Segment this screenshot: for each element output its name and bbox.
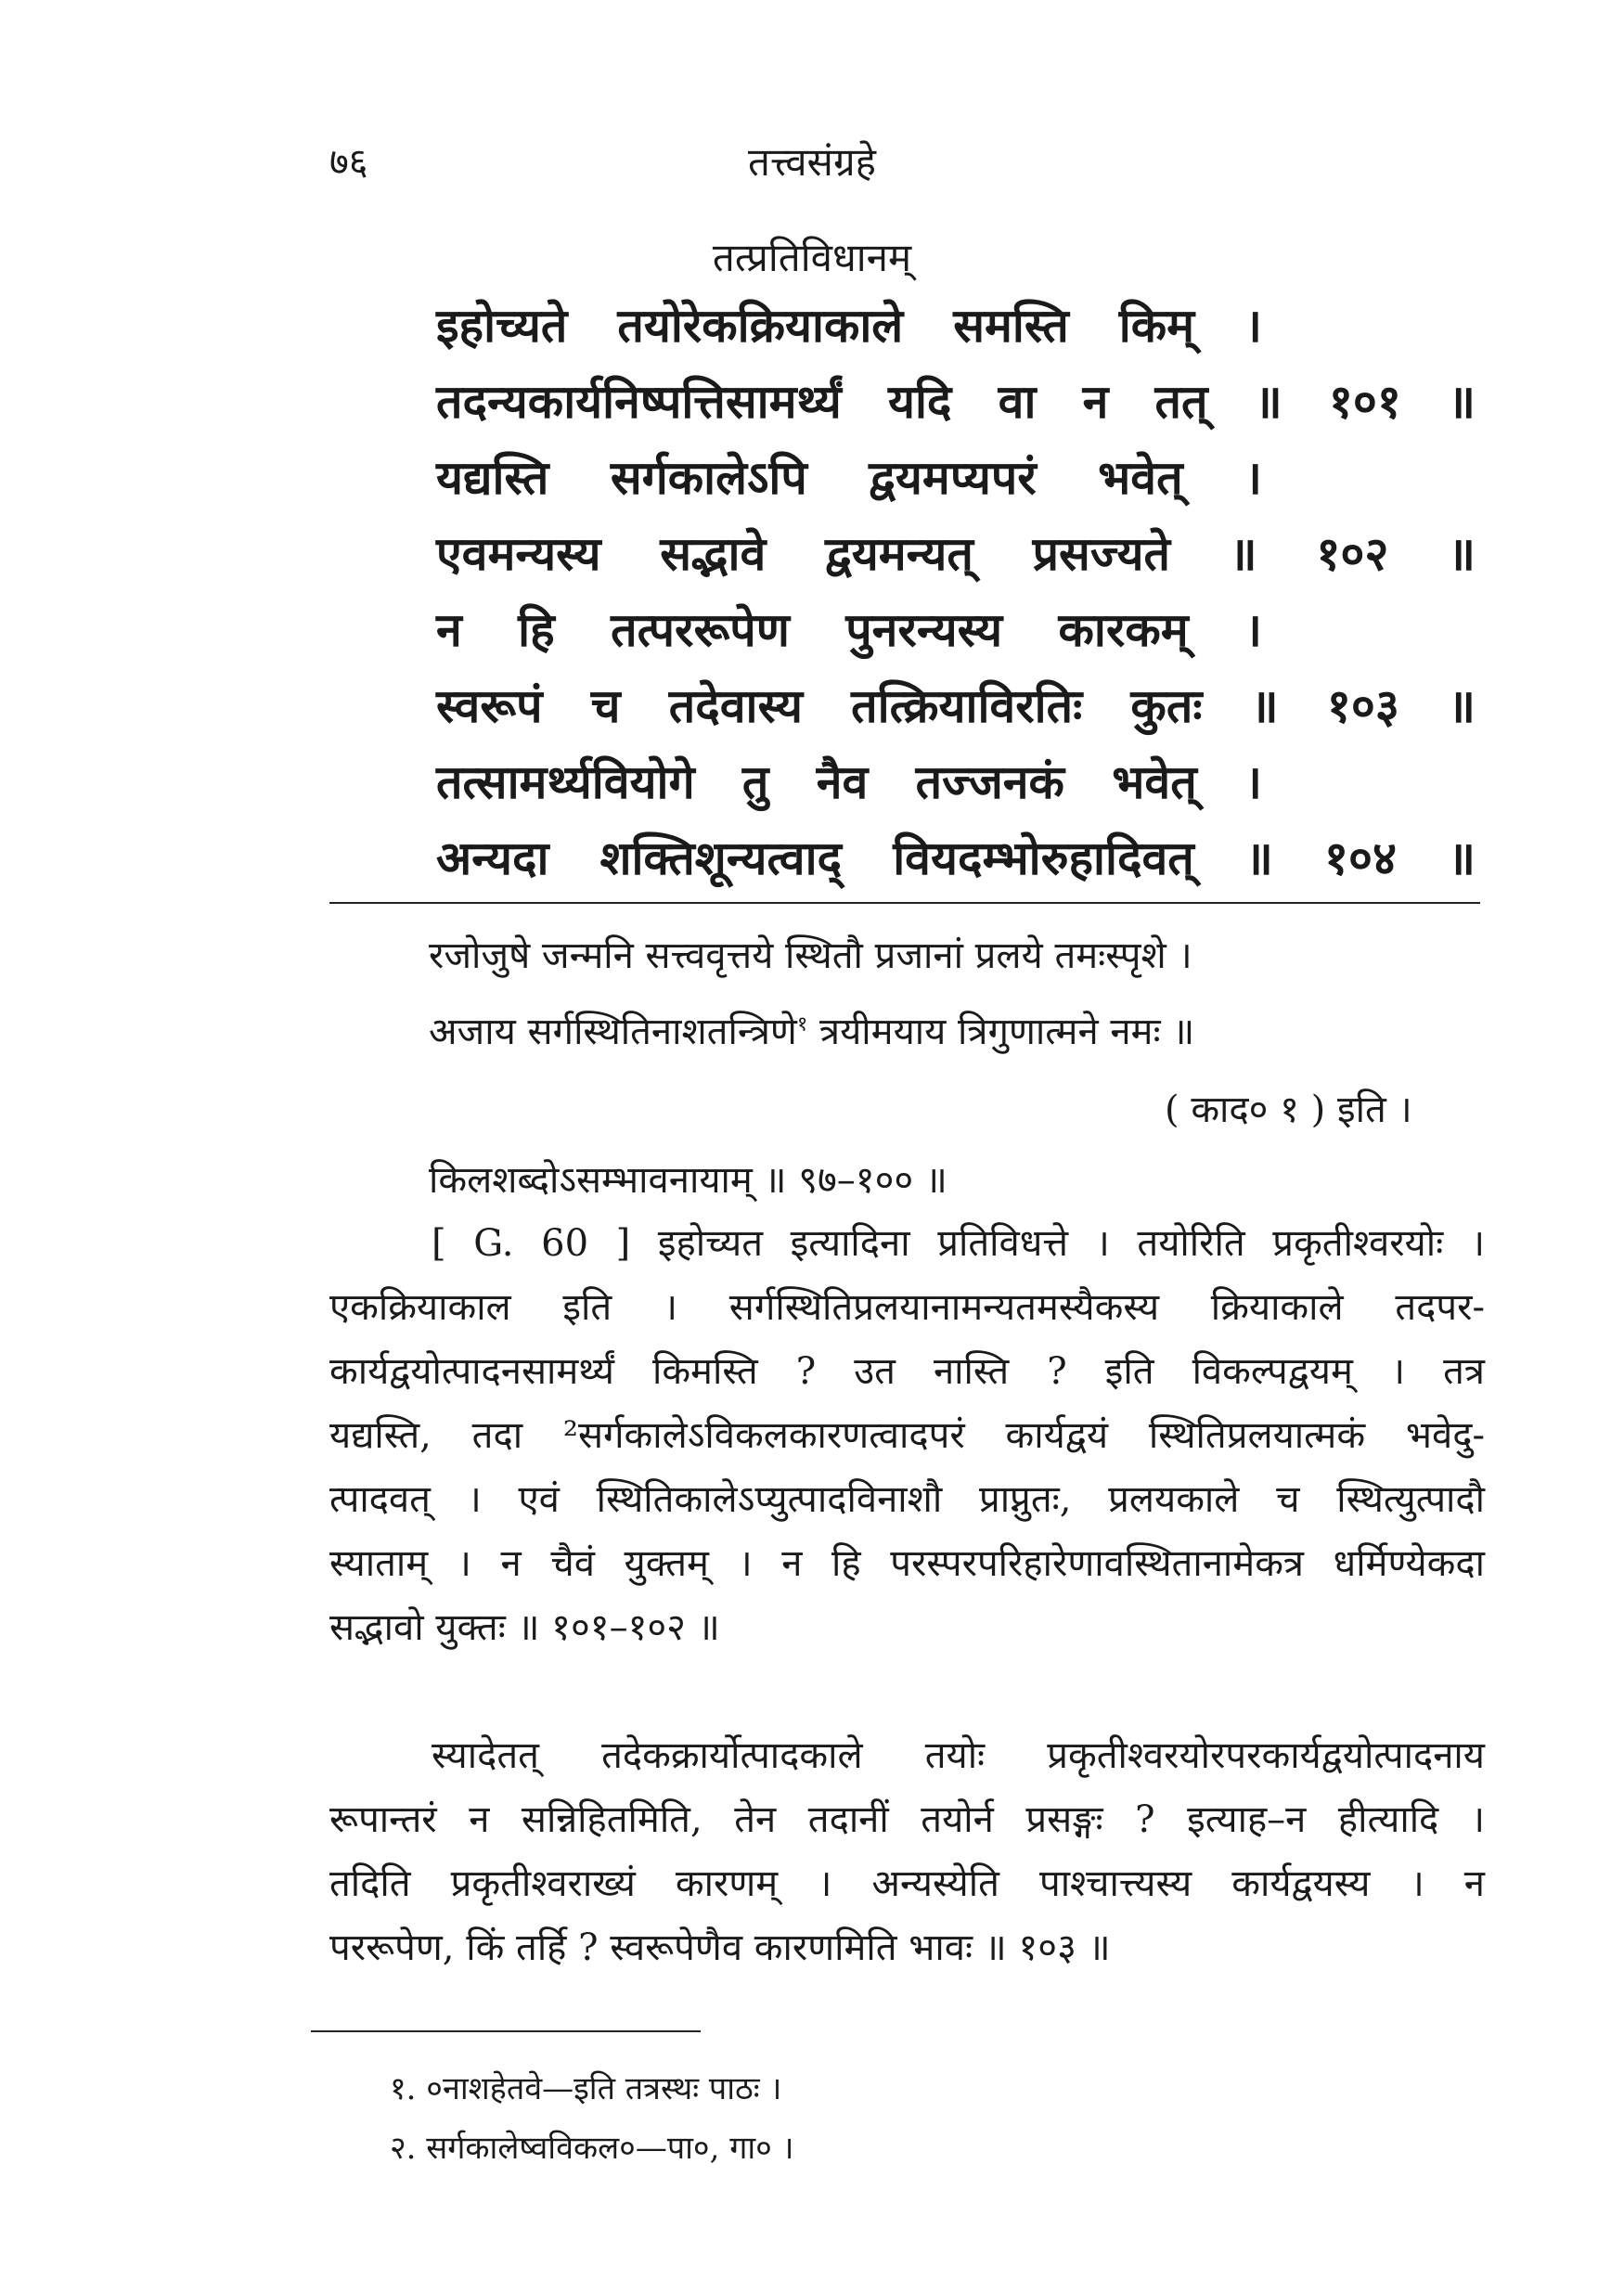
quote-text: अजाय सर्गस्थितिनाशतन्त्रिणे <box>429 1011 797 1053</box>
page-number: ७६ <box>329 141 368 184</box>
quote-line <box>429 1004 1194 1055</box>
verse-block <box>436 288 1476 896</box>
footnote: १. ०नाशहेतवे—इति तत्रस्थः पाठः । <box>390 2070 782 2107</box>
verse-line: न हि तत्पररूपेण पुनरन्यस्य कारकम् । <box>436 602 1262 657</box>
commentary-line: [ G. 60 ] इहोच्यत इत्यादिना प्रतिविधत्ते । तयोरिति प्रकृतीश्वरयोः । <box>432 1222 1485 1265</box>
verse-line: अन्यदा शक्तिशून्यत्वाद् वियदम्भोरुहादिवत् ॥ १०४ ॥ <box>436 831 1476 885</box>
commentary-line: त्पादवत् । एवं स्थितिकालेऽप्युत्पादविनाशौ प्राप्नुतः, प्रलयकाले च स्थित्युत्पादौ <box>329 1478 1485 1521</box>
quote-text: त्रयीमयाय त्रिगुणात्मने नमः ॥ <box>807 1011 1195 1053</box>
commentary-line: यद्यस्ति, तदा ²सर्गकालेऽविकलकारणत्वादपरं कार्यद्वयं स्थितिप्रलयात्मकं भवेदु- <box>329 1414 1485 1457</box>
commentary-paragraph <box>329 1724 1485 1980</box>
commentary-line: पररूपेण, किं तर्हि ? स्वरूपेणैव कारणमिति भावः ॥ १०३ ॥ <box>329 1926 1111 1969</box>
verse-line: स्वरूपं च तदेवास्य तत्क्रियाविरतिः कुतः ॥ १०३ ॥ <box>436 678 1476 733</box>
footnote-marker: १ <box>796 1012 808 1037</box>
section-divider <box>329 902 1480 904</box>
verse-line: एवमन्यस्य सद्भावे द्वयमन्यत् प्रसज्यते ॥ १०२ ॥ <box>436 526 1476 581</box>
verse-line: तत्सामर्थ्यवियोगे तु नैव तज्जनकं भवेत् । <box>436 754 1262 809</box>
commentary-line: एकक्रियाकाल इति । सर्गस्थितिप्रलयानामन्यतमस्यैकस्य क्रियाकाले तदपर- <box>329 1286 1485 1329</box>
footnote-divider <box>311 2030 701 2032</box>
commentary-line: स्याताम् । न चैवं युक्तम् । न हि परस्परपरिहारेणावस्थितानामेकत्र धर्मिण्येकदा <box>329 1542 1485 1585</box>
commentary-line: स्यादेतत् तदेकक्रार्योत्पादकाले तयोः प्रकृतीश्वरयोरपरकार्यद्वयोत्पादनाय <box>432 1734 1485 1777</box>
verse-line: यद्यस्ति सर्गकालेऽपि द्वयमप्यपरं भवेत् । <box>436 450 1262 505</box>
commentary-line: किलशब्दोऽसम्भावनायाम् ॥ ९७–१०० ॥ <box>429 1159 947 1202</box>
quote-line: रजोजुषे जन्मनि सत्त्ववृत्तये स्थितौ प्रजानां प्रलये तमःस्पृशे । <box>429 934 1192 977</box>
verse-line: तदन्यकार्यनिष्पत्तिसामर्थ्यं यदि वा न तत् ॥ १०१ ॥ <box>436 374 1476 429</box>
quote-reference: ( काद० १ ) इति । <box>1165 1088 1412 1131</box>
commentary-line: कार्यद्वयोत्पादनसामर्थ्यं किमस्ति ? उत नास्ति ? इति विकल्पद्वयम् । तत्र <box>329 1350 1485 1393</box>
commentary-line: तदिति प्रकृतीश्वराख्यं कारणम् । अन्यस्येति पाश्चात्त्यस्य कार्यद्वयस्य । न <box>329 1862 1485 1905</box>
commentary-line: रूपान्तरं न सन्निहितमिति, तेन तदानीं तयोर्न प्रसङ्गः ? इत्याह–न हीत्यादि । <box>329 1798 1485 1841</box>
commentary-line: सद्भावो युक्तः ॥ १०१–१०२ ॥ <box>329 1606 720 1649</box>
verse-line: इहोच्यते तयोरेकक्रियाकाले समस्ति किम् । <box>436 298 1262 353</box>
running-header: तत्त्वसंग्रहे <box>748 139 876 185</box>
footnote: २. सर्गकालेष्वविकल०—पा०, गा० । <box>390 2130 794 2167</box>
section-title: तत्प्रतिविधानम् <box>712 235 912 280</box>
commentary-paragraph <box>329 1212 1485 1660</box>
